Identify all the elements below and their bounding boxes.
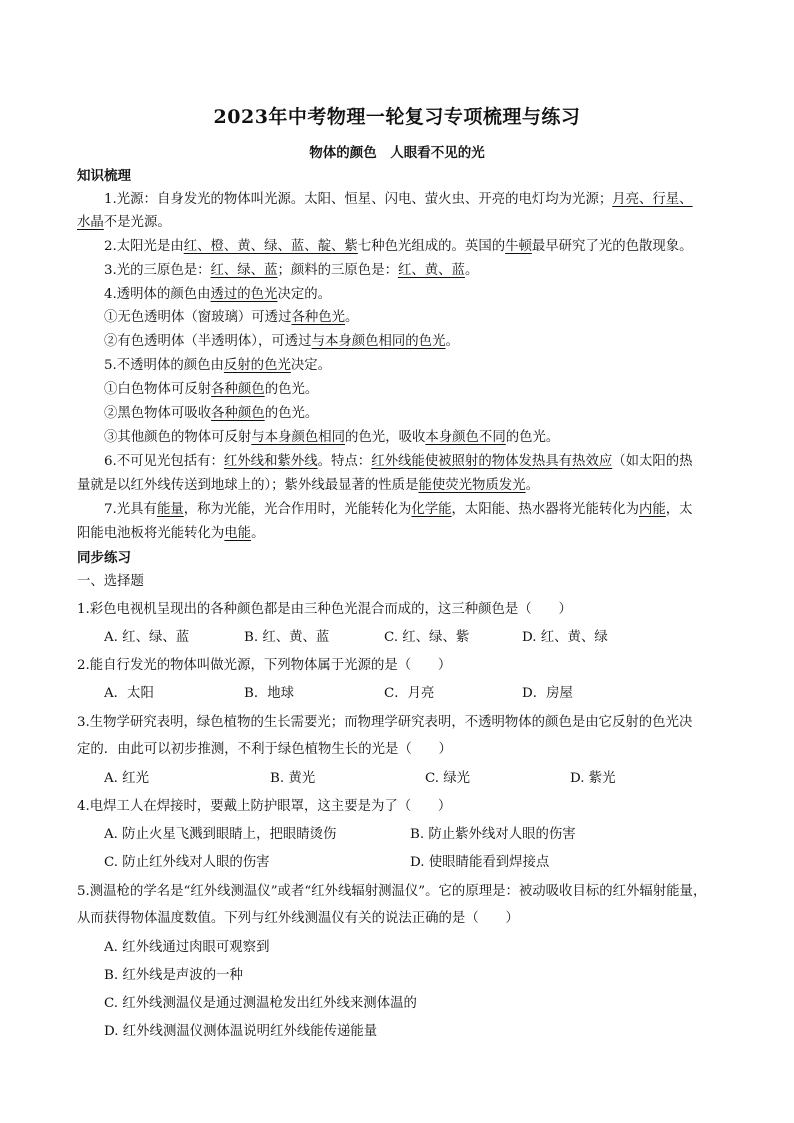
question-4-stem: 4.电焊工人在焊接时，要戴上防护眼罩，这主要是为了（ ）	[77, 799, 452, 814]
question-5-option-c: C. 红外线测温仪是通过测温枪发出红外线来测体温的	[104, 996, 417, 1011]
knowledge-item-4-2: ②有色透明体（半透明体），可透过与本身颜色相同的色光。	[104, 334, 459, 349]
question-2-stem: 2.能自行发光的物体叫做光源，下列物体属于光源的是（ ）	[77, 658, 452, 673]
question-5-option-b: B. 红外线是声波的一种	[104, 968, 243, 983]
knowledge-item-6-cont: 量就是以红外线传送到地球上的）；紫外线最显著的性质是能使荧光物质发光。	[77, 478, 539, 493]
question-3-option-b: B. 黄光	[270, 771, 316, 786]
question-2-option-a: A．太阳	[104, 686, 154, 701]
question-3-option-c: C. 绿光	[425, 771, 471, 786]
question-3-stem: 3.生物学研究表明，绿色植物的生长需要光；而物理学研究表明，不透明物体的颜色是由它反射的色光决	[77, 715, 693, 730]
question-2-option-d: D．房屋	[522, 686, 573, 701]
question-5-option-a: A. 红外线通过肉眼可观察到	[104, 940, 270, 955]
knowledge-item-1: 1.光源：自身发光的物体叫光源。太阳、恒星、闪电、萤火虫、开亮的电灯均为光源；月亮、行星、	[104, 192, 693, 207]
question-4-option-d: D. 使眼睛能看到焊接点	[410, 855, 550, 870]
section-heading-knowledge: 知识梳理	[77, 168, 131, 184]
page-title: 2023年中考物理一轮复习专项梳理与练习	[213, 106, 581, 128]
question-5-stem-cont: 从而获得物体温度数值。下列与红外线测温仪有关的说法正确的是（ ）	[77, 911, 519, 926]
knowledge-item-5: 5.不透明体的颜色由反射的色光决定。	[104, 358, 332, 373]
knowledge-item-1-cont: 水晶不是光源。	[77, 215, 171, 230]
question-1-option-d: D. 红、黄、绿	[522, 630, 608, 645]
question-1-option-c: C. 红、绿、紫	[384, 630, 470, 645]
question-3-option-a: A. 红光	[104, 771, 149, 786]
knowledge-item-5-1: ①白色物体可反射各种颜色的色光。	[104, 382, 319, 397]
knowledge-item-7: 7.光具有能量，称为光能，光合作用时，光能转化为化学能，太阳能、热水器将光能转化为内能，太	[104, 502, 693, 517]
knowledge-item-6: 6.不可见光包括有：红外线和紫外线。特点：红外线能使被照射的物体发热具有热效应（如太阳的热	[104, 454, 693, 469]
question-4-option-b: B. 防止紫外线对人眼的伤害	[410, 827, 576, 842]
question-4-option-c: C. 防止红外线对人眼的伤害	[104, 855, 270, 870]
knowledge-item-5-3: ③其他颜色的物体可反射与本身颜色相同的色光，吸收本身颜色不同的色光。	[104, 430, 560, 445]
question-1-option-a: A. 红、绿、蓝	[104, 630, 190, 645]
knowledge-item-2: 2.太阳光是由红、橙、黄、绿、蓝、靛、紫七种色光组成的。英国的牛顿最早研究了光的色散现象。	[104, 239, 693, 254]
question-3-option-d: D. 紫光	[570, 771, 616, 786]
question-1-stem: 1.彩色电视机呈现出的各种颜色都是由三种色光混合而成的，这三种颜色是（ ）	[77, 602, 572, 617]
knowledge-item-7-cont: 阳能电池板将光能转化为电能。	[77, 526, 265, 541]
knowledge-item-4-1: ①无色透明体（窗玻璃）可透过各种色光。	[104, 310, 359, 325]
question-4-option-a: A. 防止火星飞溅到眼睛上，把眼睛烫伤	[104, 827, 337, 842]
question-5-option-d: D. 红外线测温仪测体温说明红外线能传递能量	[104, 1024, 378, 1039]
knowledge-item-4: 4.透明体的颜色由透过的色光决定的。	[104, 287, 332, 302]
page-subtitle: 物体的颜色 人眼看不见的光	[309, 145, 485, 161]
knowledge-item-3: 3.光的三原色是：红、绿、蓝；颜料的三原色是：红、黄、蓝。	[104, 263, 479, 278]
question-3-stem-cont: 定的．由此可以初步推测，不利于绿色植物生长的光是（ ）	[77, 742, 452, 757]
question-1-option-b: B. 红、黄、蓝	[244, 630, 330, 645]
section-heading-practice: 同步练习	[77, 550, 131, 566]
question-2-option-c: C．月亮	[384, 686, 435, 701]
section-choice: 一、选择题	[77, 574, 144, 589]
knowledge-item-5-2: ②黑色物体可吸收各种颜色的色光。	[104, 406, 319, 421]
question-5-stem: 5.测温枪的学名是“红外线测温仪”或者“红外线辐射测温仪”。它的原理是：被动吸收目标的红外辐射能量，	[77, 884, 707, 899]
question-2-option-b: B．地球	[244, 686, 295, 701]
